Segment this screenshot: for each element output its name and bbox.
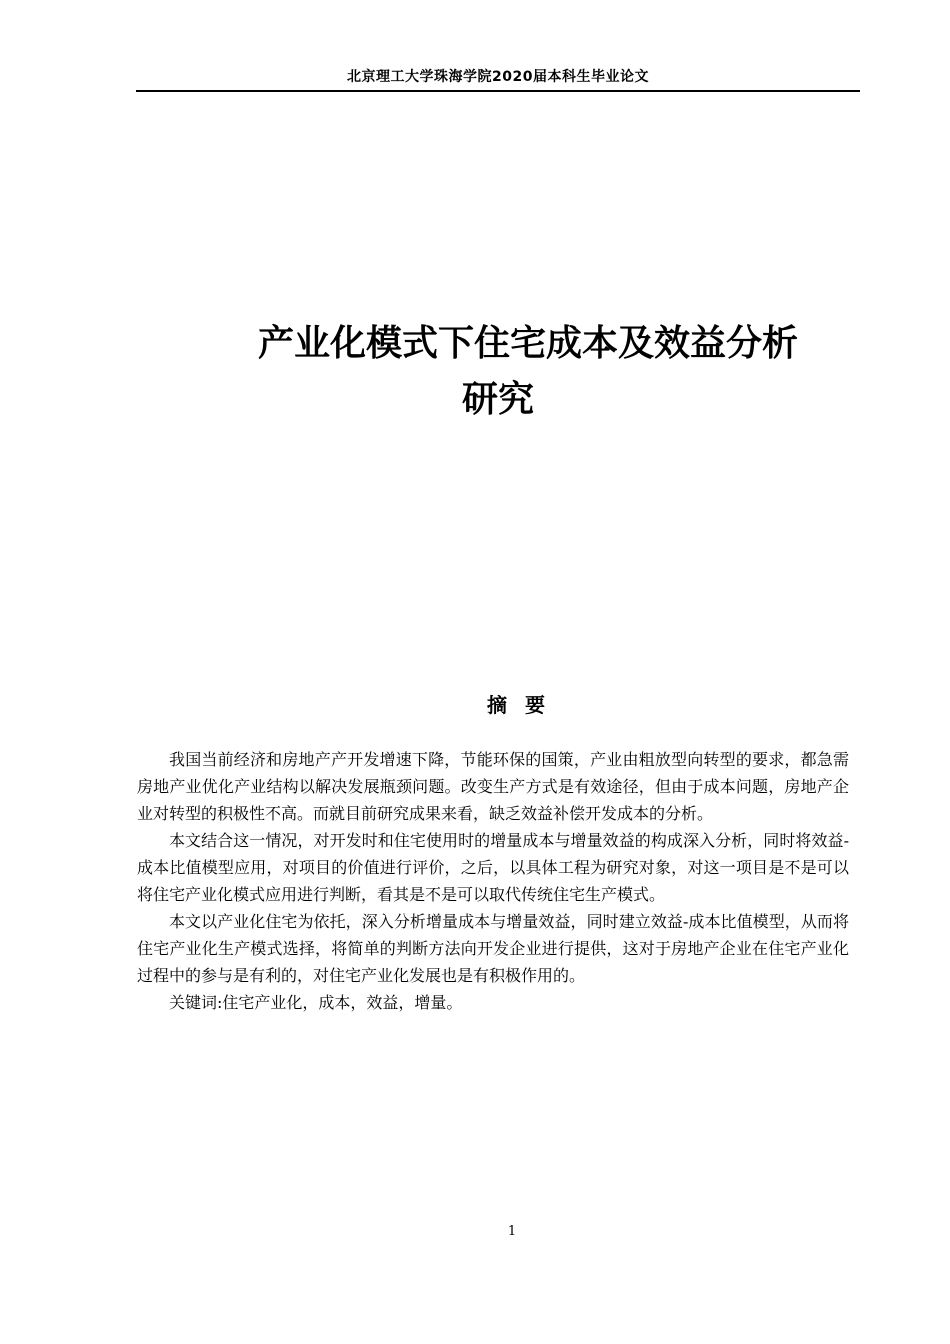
abstract-paragraph-1: 我国当前经济和房地产产开发增速下降，节能环保的国策，产业由粗放型向转型的要求，都急需房地产业优化产业结构以解决发展瓶颈问题。改变生产方式是有效途径，但由于成本问题，房地产企业对转型的积极性不高。而就目前研究成果来看，缺乏效益补偿开发成本的分析。 — [137, 750, 849, 823]
abstract-paragraph-2: 本文结合这一情况，对开发时和住宅使用时的增量成本与增量效益的构成深入分析，同时将效益-成本比值模型应用，对项目的价值进行评价，之后，以具体工程为研究对象，对这一项目是不是可以将住宅产业化模式应用进行判断，看其是不是可以取代传统住宅生产模式。 — [137, 831, 849, 904]
abstract-keywords: 关键词:住宅产业化，成本，效益，增量。 — [169, 993, 463, 1012]
abstract-paragraph-3: 本文以产业化住宅为依托，深入分析增量成本与增量效益，同时建立效益-成本比值模型，从而将住宅产业化生产模式选择，将简单的判断方法向开发企业进行提供，这对于房地产企业在住宅产业化过程中的参与是有利的，对住宅产业化发展也是有积极作用的。 — [137, 912, 849, 985]
thesis-title — [136, 316, 860, 428]
thesis-title-line-1: 产业化模式下住宅成本及效益分析 — [257, 323, 798, 364]
page-number: 1 — [507, 1224, 517, 1239]
abstract-body — [137, 746, 849, 1016]
abstract-heading: 摘要 — [487, 693, 563, 717]
running-header: 北京理工大学珠海学院2020届本科生毕业论文 — [136, 66, 860, 92]
thesis-title-line-2: 研究 — [461, 379, 534, 420]
